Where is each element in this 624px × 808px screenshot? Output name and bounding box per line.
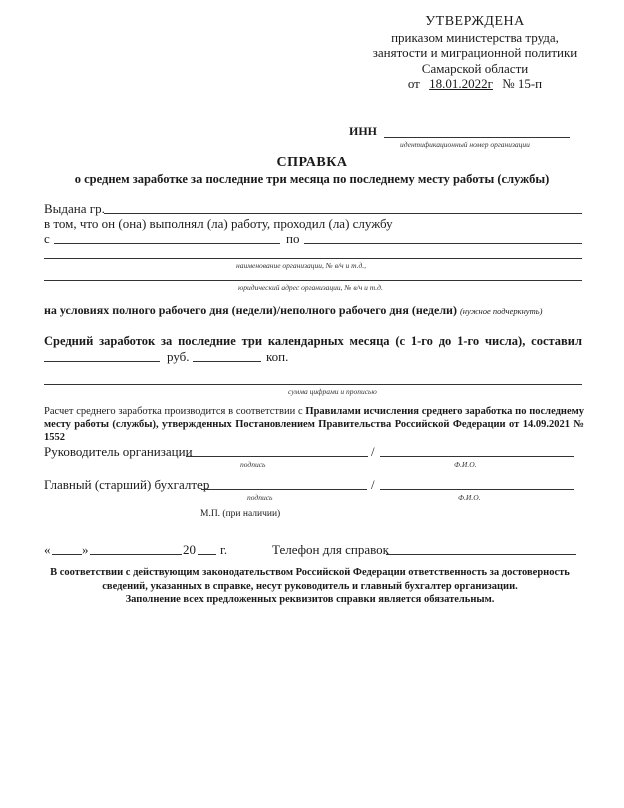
approval-line-ministry: приказом министерства труда, — [391, 29, 559, 45]
date-quote-close: » — [82, 542, 89, 557]
rules-reference: Правилами исчисления среднего заработка по последнему месту работы (службы), утвержденных Постановлением Правительства Российской Федерации от 14.09.2021 № 1552 — [44, 406, 585, 443]
head-slash: / — [371, 444, 375, 459]
accountant-fio-field[interactable] — [380, 489, 574, 490]
work-conditions-note: (нужное подчеркнуть) — [459, 306, 543, 316]
organization-address-caption: юридический адрес организации, № в/ч и т.д. — [238, 283, 383, 292]
approval-block — [360, 14, 590, 92]
to-label: по — [286, 231, 300, 246]
inn-label: ИНН — [349, 124, 378, 138]
approval-line-region: Самарской области — [421, 60, 529, 76]
accountant-slash: / — [371, 477, 375, 492]
approval-date: 18.01.2022г — [429, 76, 493, 91]
approval-line-employment: занятости и миграционной политики — [372, 45, 578, 60]
organization-address-field[interactable] — [44, 280, 582, 281]
sum-caption: сумма цифрами и прописью — [288, 387, 377, 396]
approval-number: № 15-п — [502, 76, 543, 91]
note-line-2: сведений, указанных в справке, несут руководитель и главный бухгалтер организации. — [102, 580, 518, 592]
phone-label: Телефон для справок — [272, 542, 389, 557]
head-signature-field[interactable] — [186, 456, 368, 457]
accountant-label: Главный (старший) бухгалтер — [44, 477, 210, 492]
average-earnings-label: Средний заработок за последние три календарных месяца (с 1-го до 1-го числа), составил — [44, 334, 582, 348]
approval-title: УТВЕРЖДЕНА — [425, 14, 525, 29]
accountant-signature-caption: подпись — [247, 493, 273, 502]
date-quote-open: « — [44, 542, 51, 557]
calculation-rules — [44, 405, 584, 444]
accountant-signature-field[interactable] — [201, 489, 367, 490]
kop-label: коп. — [266, 349, 289, 364]
year-suffix: г. — [220, 542, 228, 557]
from-label: с — [44, 231, 50, 246]
organization-name-field[interactable] — [44, 258, 582, 259]
work-conditions-text: на условиях полного рабочего дня (недели)/неполного рабочего дня (недели) — [44, 303, 457, 317]
kopecks-field[interactable] — [193, 361, 261, 362]
stamp-place: М.П. (при наличии) — [200, 509, 281, 519]
year-prefix: 20 — [183, 542, 196, 557]
head-fio-caption: Ф.И.О. — [454, 460, 477, 469]
document-subtitle: о среднем заработке за последние три месяца по последнему месту работы (службы) — [74, 172, 550, 186]
organization-name-caption: наименование организации, № в/ч и т.д., — [236, 261, 367, 270]
inn-field[interactable] — [384, 137, 570, 138]
inn-caption: идентификационный номер организации — [400, 140, 530, 149]
worked-in-label: в том, что он (она) выполнял (ла) работу, проходил (ла) службу — [44, 216, 393, 231]
head-signature-caption: подпись — [240, 460, 266, 469]
year-field[interactable] — [198, 554, 216, 555]
day-field[interactable] — [52, 554, 82, 555]
head-label: Руководитель организации — [44, 444, 193, 459]
rubles-field[interactable] — [44, 361, 160, 362]
from-date-field[interactable] — [54, 243, 280, 244]
approval-date-prefix: от — [407, 76, 420, 91]
issued-to-field[interactable] — [104, 213, 582, 214]
sum-in-words-field[interactable] — [44, 384, 582, 385]
month-field[interactable] — [90, 554, 182, 555]
rub-label: руб. — [167, 349, 190, 364]
document-title: СПРАВКА — [276, 155, 348, 170]
rules-text: Расчет среднего заработка производится в соответствии с — [44, 406, 303, 417]
responsibility-note — [40, 566, 580, 607]
note-line-3: Заполнение всех предложенных реквизитов справки является обязательным. — [125, 594, 495, 605]
phone-field[interactable] — [386, 554, 576, 555]
issued-to-label: Выдана гр. — [44, 201, 105, 216]
accountant-fio-caption: Ф.И.О. — [458, 493, 481, 502]
approval-date-line — [360, 76, 590, 92]
work-conditions — [44, 303, 542, 318]
note-line-1: В соответствии с действующим законодательством Российской Федерации ответственность за достоверность — [50, 567, 570, 578]
head-fio-field[interactable] — [380, 456, 574, 457]
to-date-field[interactable] — [304, 243, 582, 244]
